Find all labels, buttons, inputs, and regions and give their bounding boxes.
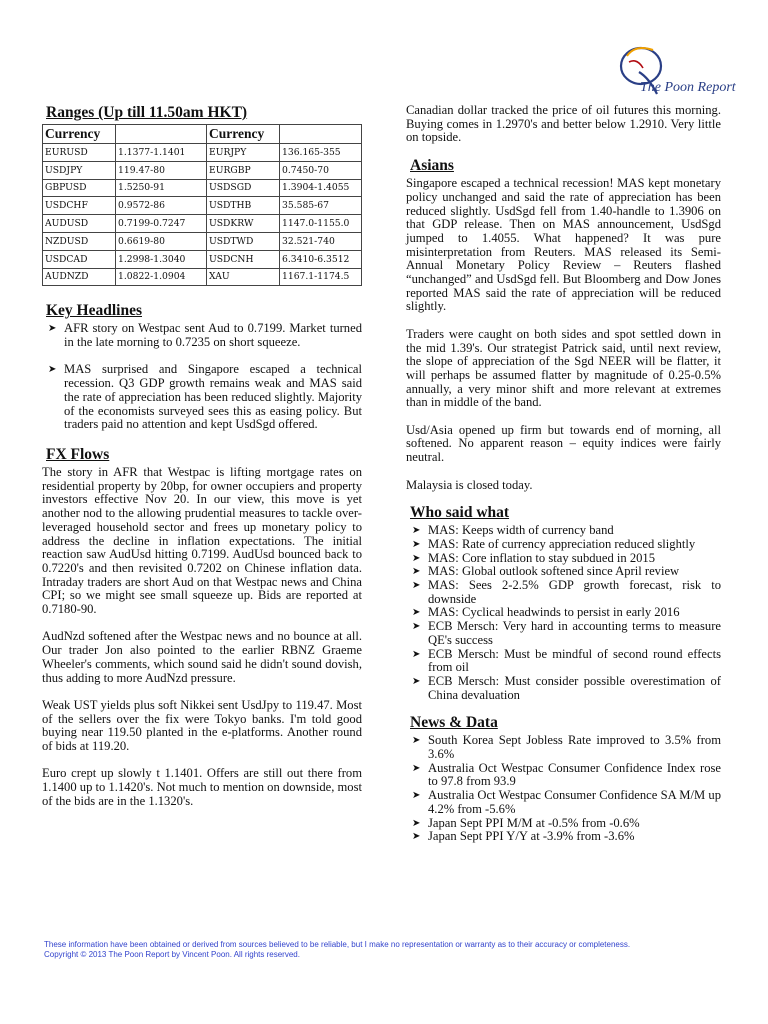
ranges-table [42, 124, 362, 286]
pair-cell: USDJPY [43, 161, 116, 179]
news-text: South Korea Sept Jobless Rate improved to 3.5% from 3.6% [428, 733, 721, 762]
table-row [43, 179, 362, 197]
arrow-bullet-icon: ➤ [412, 607, 421, 619]
quote-text: MAS: Rate of currency appreciation reduced slightly [428, 536, 696, 551]
pair-cell: USDTWD [207, 232, 280, 250]
list-item [406, 675, 721, 702]
list-item [406, 538, 721, 552]
pair-cell: USDSGD [207, 179, 280, 197]
asians-title: Asians [410, 157, 454, 175]
news-text: Australia Oct Westpac Consumer Confidence SA M/M up 4.2% from -5.6% [428, 788, 721, 816]
list-item [406, 648, 721, 675]
pair-cell: XAU [207, 268, 280, 286]
list-item [406, 524, 721, 538]
quote-text: ECB Mersch: Must consider possible overestimation of China devaluation [428, 673, 721, 702]
quote-text: ECB Mersch: Must be mindful of second round effects from oil [428, 646, 721, 675]
table-row [43, 197, 362, 215]
fx-flows-title: FX Flows [46, 445, 110, 463]
pair-cell: USDCHF [43, 197, 116, 215]
list-item [406, 579, 721, 606]
ranges-header-row [43, 125, 362, 144]
quote-text: MAS: Sees 2-2.5% GDP growth forecast, risk to downside [428, 578, 721, 606]
range-cell: 1.1377-1.1401 [116, 144, 207, 162]
arrow-bullet-icon: ➤ [412, 538, 421, 550]
table-row [43, 215, 362, 233]
news-text: Japan Sept PPI M/M at -0.5% from -0.6% [428, 815, 640, 830]
right-column [406, 104, 721, 844]
list-item [42, 363, 362, 432]
quote-text: MAS: Global outlook softened since April review [428, 564, 680, 579]
asians-paragraph: Malaysia is closed today. [406, 477, 533, 492]
range-cell: 6.3410-6.3512 [280, 250, 362, 268]
list-item [406, 620, 721, 647]
arrow-bullet-icon: ➤ [48, 323, 57, 335]
pair-cell: EURJPY [207, 144, 280, 162]
arrow-bullet-icon: ➤ [412, 675, 421, 687]
ranges-header-cell [280, 125, 362, 144]
list-item [42, 322, 362, 349]
list-item [406, 606, 721, 620]
list-item [406, 762, 721, 789]
asians-paragraph: Singapore escaped a technical recession! MAS kept monetary policy unchanged and said the rate of appreciation has been reduced slightly. UsdSgd fell from 1.40-handle to 1.3906 on that GDP release. Then on MAS announcement, UsdSgd jumped to 1.4055. What happened? It was pure misinterpretation from Reuters. MAS released its Semi-Annual Monetary Policy Review – Reuters flashed “unchanged” and UsdSgd fell. But Bloomberg and Dow Jones reported MAS said the rate of appreciation will be reduced slightly. [406, 176, 721, 314]
range-cell: 1.2998-1.3040 [116, 250, 207, 268]
fx-flows-paragraph: Weak UST yields plus soft Nikkei sent UsdJpy to 119.47. Most of the sellers over the fix were Tokyo banks. I'm told good buying near 119.50 planted in the e-platforms. Another round of bids at 119.20. [42, 697, 362, 754]
fx-flows-paragraph: The story in AFR that Westpac is lifting mortgage rates on residential property by 20bp, for owner occupiers and property investors effective Nov 20. In our view, this move is yet another nod to the allowing prudential measures to tackle over-leveraged household sector and frees up monetary policy to address the decline in inflation expectations. The initial reaction saw AudUsd hitting 0.7199. AudUsd bounced back to 0.7220's and then revisited 0.7202 on Chinese inflation data. Intraday traders are short Aud on that Westpac news and China CPI; so we might see small squeeze up. Bids are reported at 0.7180-90. [42, 464, 362, 617]
pair-cell: GBPUSD [43, 179, 116, 197]
quote-text: MAS: Keeps width of currency band [428, 523, 614, 538]
disclaimer-text: These information have been obtained or derived from sources believed to be reliable, but I make no representation or warranty as to their accuracy or completeness. [44, 940, 631, 949]
ranges-header-cell: Currency [43, 125, 116, 144]
range-cell: 1.3904-1.4055 [280, 179, 362, 197]
range-cell: 0.7199-0.7247 [116, 215, 207, 233]
news-text: Australia Oct Westpac Consumer Confidence Index rose to 97.8 from 93.9 [428, 760, 721, 789]
range-cell: 136.165-355 [280, 144, 362, 162]
range-cell: 119.47-80 [116, 161, 207, 179]
news-data-list [406, 734, 721, 844]
quote-text: MAS: Core inflation to stay subdued in 2015 [428, 550, 656, 565]
pair-cell: EURUSD [43, 144, 116, 162]
logo-text: The Poon Report [640, 80, 736, 95]
key-headlines-title: Key Headlines [46, 302, 143, 320]
table-row [43, 268, 362, 286]
news-text: Japan Sept PPI Y/Y at -3.9% from -3.6% [428, 829, 635, 844]
ranges-title: Ranges (Up till 11.50am HKT) [46, 104, 248, 121]
news-data-title: News & Data [410, 714, 498, 732]
range-cell: 32.521-740 [280, 232, 362, 250]
who-said-what-list [406, 524, 721, 702]
list-item [406, 830, 721, 844]
range-cell: 1.0822-1.0904 [116, 268, 207, 286]
pair-cell: USDCAD [43, 250, 116, 268]
arrow-bullet-icon: ➤ [412, 817, 421, 829]
quote-text: MAS: Cyclical headwinds to persist in early 2016 [428, 605, 680, 620]
table-row [43, 161, 362, 179]
pair-cell: AUDNZD [43, 268, 116, 286]
key-headlines-list [42, 322, 362, 432]
arrow-bullet-icon: ➤ [412, 831, 421, 843]
list-item [406, 565, 721, 579]
footer [44, 940, 734, 960]
pair-cell: USDCNH [207, 250, 280, 268]
range-cell: 0.9572-86 [116, 197, 207, 215]
asians-paragraph: Traders were caught on both sides and spot settled down in the mid 1.39's. Our strategist Patrick said, until next review, the slope of appreciation of the Sgd NEER will be flatter, it will perhaps be assumed flatter by magnitude of 0.25-0.5% annually, a very minor shift and more relevant at extremes than in middle of the band. [406, 326, 721, 410]
arrow-bullet-icon: ➤ [412, 790, 421, 802]
range-cell: 1167.1-1174.5 [280, 268, 362, 286]
ranges-header-cell [116, 125, 207, 144]
list-item [406, 734, 721, 761]
pair-cell: EURGBP [207, 161, 280, 179]
arrow-bullet-icon: ➤ [412, 735, 421, 747]
range-cell: 0.6619-80 [116, 232, 207, 250]
asians-paragraph: Usd/Asia opened up firm but towards end of morning, all softened. No apparent reason – equity indices were fairly neutral. [406, 422, 721, 465]
pair-cell: NZDUSD [43, 232, 116, 250]
arrow-bullet-icon: ➤ [412, 621, 421, 633]
range-cell: 0.7450-70 [280, 161, 362, 179]
pair-cell: USDTHB [207, 197, 280, 215]
table-row [43, 232, 362, 250]
quote-text: ECB Mersch: Very hard in accounting terms to measure QE's success [428, 619, 721, 647]
headline-text: AFR story on Westpac sent Aud to 0.7199. Market turned in the late morning to 0.7235 on short squeeze. [64, 321, 362, 350]
fx-flows-paragraph: Euro crept up slowly t 1.1401. Offers are still out there from 1.1400 up to 1.1420's. Not much to mention on downside, most of the bids are in the 1.1320's. [42, 766, 362, 808]
arrow-bullet-icon: ➤ [412, 580, 421, 592]
arrow-bullet-icon: ➤ [412, 552, 421, 564]
fx-flows-paragraph: AudNzd softened after the Westpac news and no bounce at all. Our trader Jon also pointed to the earlier RBNZ Graeme Wheeler's comments, which sound said he didn't sound dovish, thus adding to more AudNzd pressure. [42, 629, 362, 685]
range-cell: 35.585-67 [280, 197, 362, 215]
arrow-bullet-icon: ➤ [412, 762, 421, 774]
list-item [406, 817, 721, 831]
table-row [43, 144, 362, 162]
who-said-what-title: Who said what [410, 504, 510, 522]
copyright-text: Copyright © 2013 The Poon Report by Vincent Poon. All rights reserved. [44, 950, 300, 959]
table-row [43, 250, 362, 268]
list-item [406, 552, 721, 566]
cad-paragraph: Canadian dollar tracked the price of oil futures this morning. Buying comes in 1.2970's and better below 1.2910. Very little on topside. [406, 103, 721, 145]
ranges-header-cell: Currency [207, 125, 280, 144]
left-column [42, 104, 362, 809]
arrow-bullet-icon: ➤ [48, 364, 57, 376]
list-item [406, 789, 721, 816]
range-cell: 1147.0-1155.0 [280, 215, 362, 233]
headline-text: MAS surprised and Singapore escaped a technical recession. Q3 GDP growth remains weak and MAS said the rate of appreciation has been reduced slightly. Majority of the economists surveyed sees this as easing policy. But traders paid no attention and kept UsdSgd offered. [64, 362, 362, 432]
arrow-bullet-icon: ➤ [412, 525, 421, 537]
pair-cell: USDKRW [207, 215, 280, 233]
range-cell: 1.5250-91 [116, 179, 207, 197]
arrow-bullet-icon: ➤ [412, 566, 421, 578]
pair-cell: AUDUSD [43, 215, 116, 233]
arrow-bullet-icon: ➤ [412, 648, 421, 660]
